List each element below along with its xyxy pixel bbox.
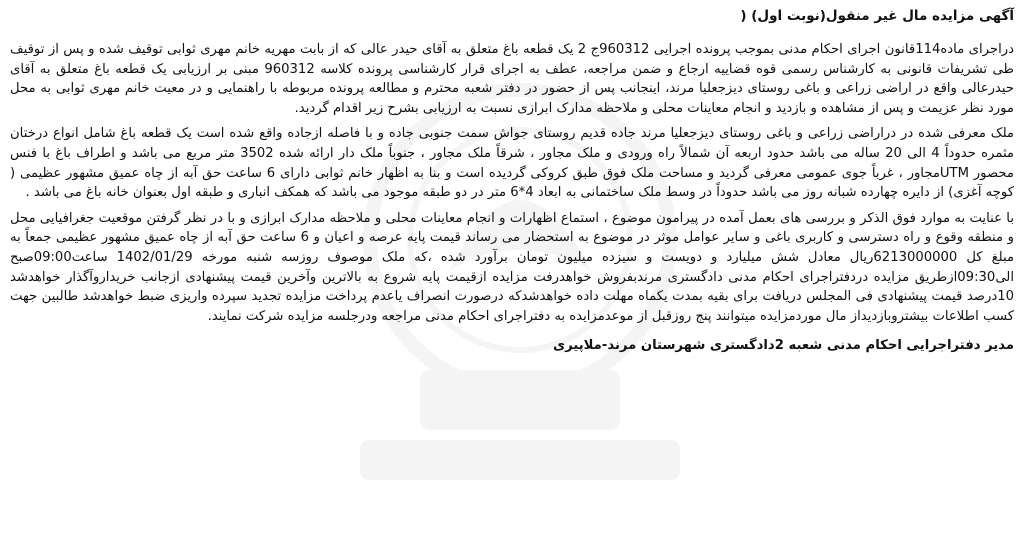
notice-title: آگهی مزایده مال غیر منقول(نوبت اول) ( xyxy=(740,8,1014,24)
notice-paragraph-2: ملک معرفی شده در دراراضی زراعی و باغی روستای دیزجعلیا مرند جاده قدیم روستای جواش سمت جنوبی جاده و با فاصله ازجاده واقع شده است یک قطعه باغ شامل انواع درختان مثمره حدوداً 4 الی 20 ساله می باشد حدود اربعه آن شمالاً راه ورودی و ملک مجاور ، شرقاً ملک مجاور ، جنوباً ملک دار ارائه شده 3502 متر مربع می باشد و اطراف باغ با فنس محصور UTMمجاور ، غرباً جوی عمومی معرفی گردید و مساحت ملک فوق طبق کروکی گردیده است و بنا به اظهار خانم ثوابی دارای 6 ساعت حق آبه از چاه عمیق مشهور عظیمی ( کوچه آغزی) از دایره چهارده شبانه روز می باشد حدوداً در وسط ملک ساختمانی به ابعاد 4*6 متر در دو طبقه موجود می باشد که همکف انباری و طبقه اول بعنوان خانه باغ می باشد . xyxy=(10,126,1014,201)
notice-paragraph-1: دراجرای ماده114قانون اجرای احکام مدنی بموجب پرونده اجرایی 960312ج 2 یک قطعه باغ متعلق به آقای حیدر عالی که از بابت مهریه خانم مهری ثوابی توقیف شده و پس از توقیف طی تشریفات قانونی به کارشناس رسمی قوه قضاییه ارجاع و ضمن مراجعه، عطف به اجرای قرار کارشناسی پرونده کلاسه 960312 مبنی بر ارزیابی یک قطعه باغ متعلق به آقای حیدرعالی واقع در اراضی زراعی و باغی روستای دیزجعلیا مرند، اینجانب پس از حضور در دفتر شعبه محترم و مطالعه پرونده مربوطه با راهنمایی و در معیت خانم مهری ثوابی به محل مورد نظر عزیمت و پس از مشاهده و بازدید و انجام معاینات محلی و ملاحظه مدارک ابرازی نسبت به ارزیابی بشرح زیر اقدام گردید. xyxy=(10,42,1014,116)
notice-signature: مدیر دفتراجرایی احکام مدنی شعبه 2دادگستری شهرستان مرند-ملاپیری xyxy=(553,338,1014,354)
notice-document xyxy=(10,6,1014,356)
notice-paragraph-3: با عنایت به موارد فوق الذکر و بررسی های بعمل آمده در پیرامون موضوع ، استماع اظهارات و انجام معاینات محلی و ملاحظه مدارک ابرازی و با در نظر گرفتن موقعیت جغرافیایی محل و منطقه وقوع و راه دسترسی و کاربری باغی و سایر عوامل موثر در موضوع به استحضار می رساند قیمت پایه عرصه و اعیان و 6 ساعت حق آبه از چاه عمیق مشهور عظیمی جمعاً به مبلغ کل 6213000000ریال معادل شش میلیارد و دویست و سیزده میلیون تومان برآورد شده ،که ملک موصوف روزسه شنبه مورخه 1402/01/29 ساعت09:00صبح الی09:30ازطریق مزایده دردفتراجرای احکام مدنی دادگستری مرندبفروش خواهدرفت مزایده ازقیمت پایه شروع به بالاترین وآخرین قیمت پیشنهادی ازجانب خریداروآگذار خواهدشد 10درصد قیمت پیشنهادی فی المجلس دریافت برای بقیه بمدت یکماه مهلت داده خواهدشدکه درصورت انصراف یاعدم پرداخت مزایده تجدید سپرده واریزی ضبط خواهدشد طالبین جهت کسب اطلاعات بیشتروبازدیداز مال موردمزایده میتوانند پنج روزقبل از موعدمزایده به دفتراجرای احکام مدنی مراجعه ودرجلسه مزایده شرکت نمایند. xyxy=(10,210,1015,324)
